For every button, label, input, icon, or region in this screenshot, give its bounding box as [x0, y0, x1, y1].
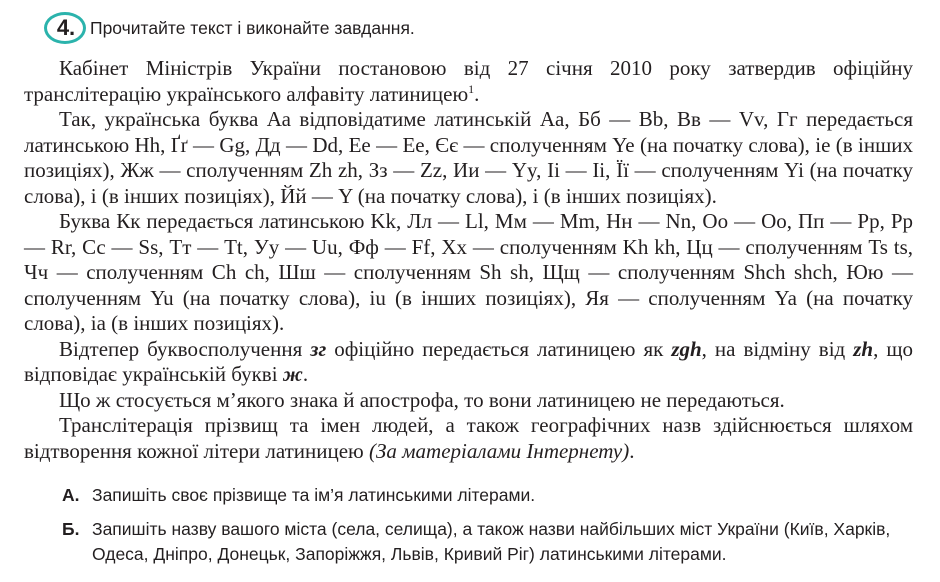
- paragraph-1-end: .: [474, 81, 480, 106]
- p4-part-f: .: [302, 362, 309, 386]
- p4-bold-zh-cyr: ж: [282, 362, 303, 386]
- p4-bold-zh: zh: [853, 336, 874, 361]
- task-item-b: [62, 517, 922, 567]
- task-list: [62, 483, 922, 576]
- paragraph-2: Так, українська буква Аа відповідатиме латинській Aa, Бб — Bb, Вв — Vv, Гг передається латинською Hh, Ґґ — Gg, Дд — Dd, Ее — Ee, Єє — сполученням Ye (на початку слова), ie (в інших позиціях), Жж — сполученням Zh zh, Зз — Zz, Ии — Yy, Іі — Ii, Її — сполученням Yi (на початку слова), i (в інших позиціях), Йй — Y (на початку слова), i (в інших позиціях).: [24, 107, 913, 208]
- task-text: Запишіть своє прізвище та ім’я латинськими літерами.: [92, 485, 536, 505]
- paragraph-1: [24, 56, 913, 107]
- footnote-marker: 1: [468, 81, 475, 96]
- p4-part-c: офіційно передається латиницею як: [326, 336, 672, 361]
- paragraph-4: [24, 337, 913, 388]
- task-letter: Б.: [62, 519, 80, 539]
- p4-bold-zg: зг: [310, 336, 327, 361]
- paragraph-6: [24, 413, 913, 464]
- exercise-number: 4.: [56, 15, 76, 40]
- p4-part-d: , на відміну від: [701, 336, 854, 361]
- exercise-header: [44, 8, 415, 48]
- paragraph-1-text: Кабінет Міністрів України постановою від 27 січня 2010 року затвердив офіційну транслітерацію українського алфавіту латиницею: [24, 56, 913, 106]
- p4-part-e: , що відповідає українській букві: [24, 336, 913, 386]
- p4-part-a: Відтепер буквосполучення: [59, 336, 311, 361]
- exercise-number-badge: [44, 12, 86, 44]
- exercise-instruction: Прочитайте текст і виконайте завдання.: [90, 17, 415, 38]
- paragraph-5: Що ж стосується м’якого знака й апострофа, то вони латиницею не передаються.: [59, 387, 785, 412]
- p6-end: .: [629, 438, 635, 463]
- p4-bold-zgh: zgh: [671, 336, 702, 361]
- reading-text: [24, 56, 913, 464]
- task-item-a: [62, 483, 922, 508]
- task-text: Запишіть назву вашого міста (села, селища), а також назви найбільших міст України (Київ, Харків, Одеса, Дніпро, Донецьк, Запоріжжя, Львів, Кривий Ріг) латинськими літерами.: [92, 519, 891, 564]
- source-citation: (За матеріалами Інтернету): [368, 438, 630, 463]
- task-letter: А.: [62, 485, 80, 505]
- p6-text: Транслітерація прізвищ та імен людей, а також географічних назв здійснюється шляхом відтворення кожної літери латиницею: [24, 413, 913, 463]
- paragraph-3: Буква Кк передається латинською Kk, Лл — Ll, Мм — Mm, Нн — Nn, Оо — Oo, Пп — Pp, Рр — Rr, Сс — Ss, Тт — Tt, Уу — Uu, Фф — Ff, Хх — сполученням Kh kh, Цц — сполученням Ts ts, Чч — сполученням Ch ch, Шш — сполученням Sh sh, Щщ — сполученням Shch shch, Юю — сполученням Yu (на початку слова), iu (в інших позиціях), Яя — сполученням Ya (на початку слова), ia (в інших позиціях).: [24, 209, 913, 335]
